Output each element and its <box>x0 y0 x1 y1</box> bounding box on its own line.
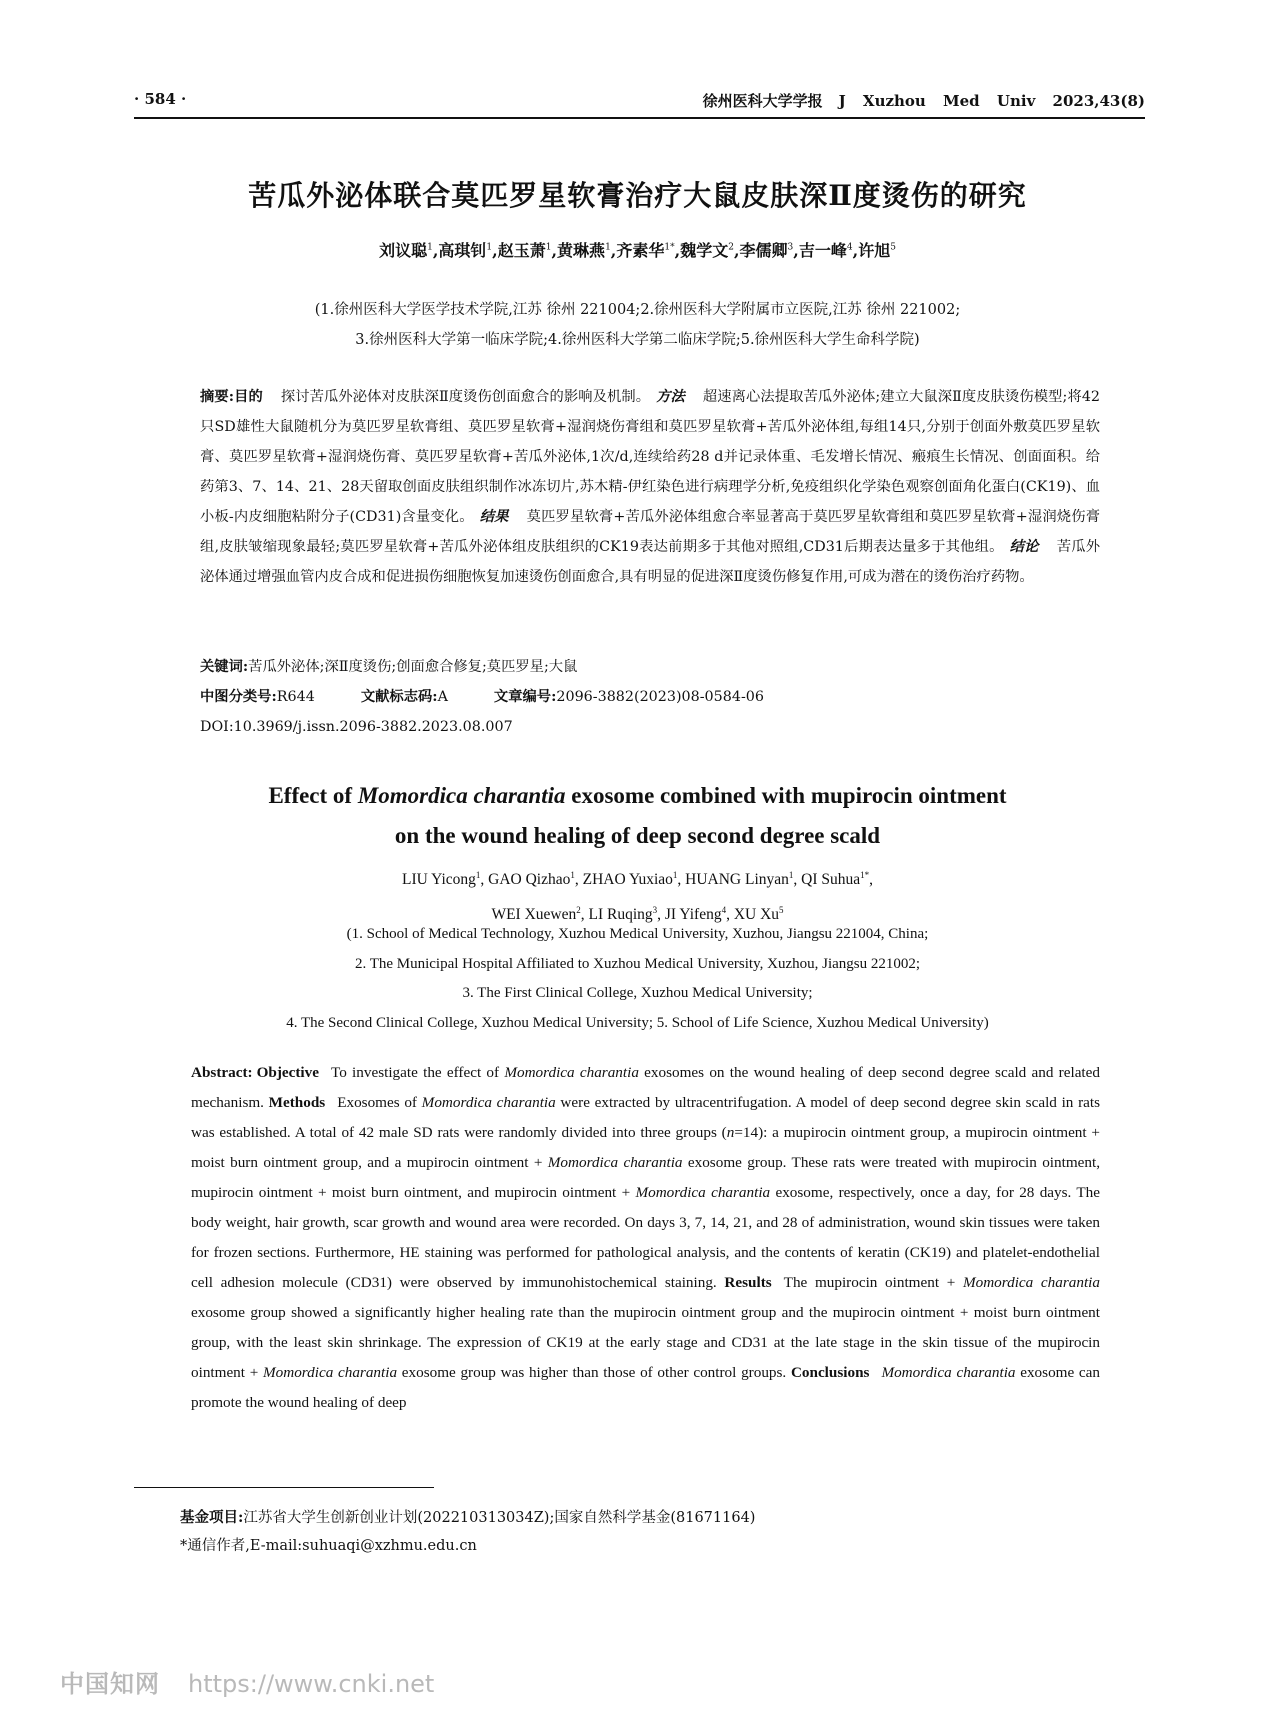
footnote-rule <box>134 1487 434 1488</box>
methods-en-text: exosome, respectively, once a day, for 28 days. The body weight, hair growth, scar growth and wound area were recorded. On days 3, 7, 14, 21, and 28 of administration, wound skin tissues were taken for frozen sections. Furthermore, HE staining was performed for pathological analysis, and the contents of keratin (CK19) and platelet-endothelial cell adhesion molecule (CD31) were observed by immunohistochemical staining. <box>191 1184 1100 1291</box>
author-name: 齐素华 <box>616 241 665 260</box>
results-en-text: exosome group was higher than those of other control groups. <box>397 1364 787 1381</box>
methods-en-text: were extracted by ultracentrifugation. A model of deep second degree skin scald in rats was established. A total of 42 male SD rats were randomly divided into three groups ( <box>191 1094 1101 1141</box>
results-en-label: Results <box>724 1274 772 1291</box>
author-name: GAO Qizhao <box>488 871 571 889</box>
author-name: 李儒卿 <box>739 241 788 260</box>
clc-label: 中图分类号: <box>200 689 277 705</box>
methods-en-text: =14): a mupirocin ointment group, a mupirocin ointment + moist burn ointment group, and a mupirocin ointment + <box>191 1124 1101 1171</box>
author-name: XU Xu <box>733 906 780 924</box>
keywords-cn <box>200 652 1100 682</box>
objective-cn-label: 目的 <box>234 389 263 405</box>
affiliation-cn-line: 3.徐州医科大学第一临床学院;4.徐州医科大学第二临床学院;5.徐州医科大学生命科学院) <box>355 332 920 348</box>
author-name: 吉一峰 <box>798 241 847 260</box>
authors-en-line: WEI Xuewen$^2$, LI Ruqing$^3$, JI Yifeng$^4$, XU Xu$^5$ <box>491 905 784 924</box>
species-name: Momordica charantia <box>547 1154 683 1171</box>
objective-en-text: exosomes on the wound healing of deep second degree scald and related mechanism. <box>191 1064 1100 1111</box>
running-header <box>134 86 1145 116</box>
cnki-url: https://www.cnki.net <box>188 1670 435 1698</box>
author-name: 许旭 <box>858 241 891 260</box>
author-name: ZHAO Yuxiao <box>582 871 673 889</box>
author-affiliation-mark: 4 <box>846 242 853 253</box>
correspondence-footnote: *通信作者,E-mail:suhuaqi@xzhmu.edu.cn <box>180 1538 477 1554</box>
abstract-cn <box>200 382 1100 592</box>
authors-cn: 刘议聪$^1$,高琪钊$^1$,赵玉萧$^1$,黄琳燕$^1$,齐素华$^{1*}$,魏学文$^2$,李儒卿$^3$,吉一峰$^4$,许旭$^5$ <box>379 241 896 260</box>
author-affiliation-mark: 1 <box>788 870 794 880</box>
abstract-cn-label: 摘要: <box>200 389 235 405</box>
affiliations-cn <box>150 295 1125 355</box>
author-affiliation-mark: 2 <box>576 905 581 916</box>
affiliation-cn-line: (1.徐州医科大学医学技术学院,江苏 徐州 221004;2.徐州医科大学附属市立医院,江苏 徐州 221002; <box>314 302 961 318</box>
objective-cn-text: 探讨苦瓜外泌体对皮肤深Ⅱ度烫伤创面愈合的影响及机制。 <box>280 389 651 405</box>
affiliation-en-line: 3. The First Clinical College, Xuzhou Medical University; <box>462 985 813 1001</box>
author-affiliation-mark: 1 <box>672 870 678 880</box>
abstract-en <box>191 1058 1100 1418</box>
author-affiliation-mark: 5 <box>779 905 784 916</box>
article-meta-cn <box>200 652 1100 742</box>
footnotes <box>180 1504 755 1560</box>
author-name: 魏学文 <box>680 241 729 260</box>
methods-cn-label: 方法 <box>656 389 685 405</box>
author-affiliation-mark: 1 <box>545 242 552 253</box>
cnki-logo: 中国知网 <box>60 1670 160 1698</box>
author-affiliation-mark: 1 <box>570 870 575 880</box>
keywords-cn-label: 关键词: <box>200 659 249 675</box>
species-name: Momordica charantia <box>635 1184 771 1201</box>
fund-footnote <box>180 1504 755 1532</box>
title-en-part: Effect of <box>268 783 358 808</box>
authors-en-line: LIU Yicong$^1$, GAO Qizhao$^1$, ZHAO Yuxiao$^1$, HUANG Linyan$^1$, QI Suhua$^{1*}$, <box>402 870 873 889</box>
author-affiliation-mark: 4 <box>721 905 727 916</box>
results-en-text: exosome group showed a significantly higher healing rate than the mupirocin ointment group and the mupirocin ointment + moist burn ointment group, with the least skin shrinkage. The expression of CK19 at the early stage and CD31 at the late stage in the skin tissue of the mupirocin ointment + <box>191 1304 1100 1381</box>
results-cn-label: 结果 <box>479 509 509 525</box>
page-number: · 584 · <box>134 90 187 108</box>
species-name: Momordica charantia <box>962 1274 1100 1291</box>
author-name: 黄琳燕 <box>557 241 606 260</box>
author-name: LIU Yicong <box>402 871 476 889</box>
objective-en-text: To investigate the effect of <box>331 1064 505 1081</box>
classification-line <box>200 682 1100 712</box>
author-affiliation-mark: 3 <box>652 905 658 916</box>
author-affiliation-mark: 1* <box>860 870 870 880</box>
conclusions-en-text: exosome can promote the wound healing of deep <box>191 1364 1100 1411</box>
title-en-species: Momordica charantia <box>357 783 566 808</box>
fund-label: 基金项目: <box>180 1509 244 1526</box>
species-name: Momordica charantia <box>262 1364 398 1381</box>
species-name: Momordica charantia <box>881 1364 1016 1381</box>
author-affiliation-mark: 1 <box>486 242 493 253</box>
author-name: 赵玉萧 <box>497 241 546 260</box>
results-cn-text: 莫匹罗星软膏+苦瓜外泌体组愈合率显著高于莫匹罗星软膏组和莫匹罗星软膏+湿润烧伤膏组,皮肤皱缩现象最轻;莫匹罗星软膏+苦瓜外泌体组皮肤组织的CK19表达前期多于其他对照组,CD31后期表达量多于其他组。 <box>200 509 1100 555</box>
author-name: 高琪钊 <box>438 241 487 260</box>
author-name: HUANG Linyan <box>685 871 789 889</box>
author-name: 刘议聪 <box>379 241 428 260</box>
author-name: LI Ruqing <box>588 906 653 924</box>
objective-en-label: Objective <box>256 1064 319 1081</box>
article-number-label: 文章编号: <box>493 689 557 705</box>
title-en-line-2: on the wound healing of deep second degree scald <box>394 823 881 848</box>
methods-en-text: Exosomes of <box>337 1094 422 1111</box>
header-rule <box>134 117 1145 119</box>
journal-citation <box>703 90 1145 111</box>
author-affiliation-mark: 1 <box>605 242 611 253</box>
keywords-cn-value: 苦瓜外泌体;深Ⅱ度烫伤;创面愈合修复;莫匹罗星;大鼠 <box>248 659 578 675</box>
journal-name-en: J Xuzhou Med Univ 2023,43(8) <box>838 92 1145 110</box>
author-affiliation-mark: 1* <box>664 242 675 253</box>
conclusions-cn-text: 苦瓜外泌体通过增强血管内皮合成和促进损伤细胞恢复加速烫伤创面愈合,具有明显的促进深Ⅱ度烫伤修复作用,可成为潜在的烫伤治疗药物。 <box>200 539 1100 585</box>
doc-code-value: A <box>437 689 448 705</box>
affiliation-en-line: 2. The Municipal Hospital Affiliated to Xuzhou Medical University, Xuzhou, Jiangsu 221002; <box>354 955 921 972</box>
author-name: JI Yifeng <box>664 906 722 924</box>
methods-cn-text: 超速离心法提取苦瓜外泌体;建立大鼠深Ⅱ度皮肤烫伤模型;将42只SD雄性大鼠随机分为莫匹罗星软膏组、莫匹罗星软膏+湿润烧伤膏组和莫匹罗星软膏+苦瓜外泌体组,每组14只,分别于创面外敷莫匹罗星软膏、莫匹罗星软膏+湿润烧伤膏、莫匹罗星软膏+苦瓜外泌体,1次/d,连续给药28 d并记录体重、毛发增长情况、瘢痕生长情况、创面面积。给药第3、7、14、21、28天留取创面皮肤组织制作冰冻切片,苏木精-伊红染色进行病理学分析,免疫组织化学染色观察创面角化蛋白(CK19)、血小板-内皮细胞粘附分子(CD31)含量变化。 <box>200 389 1101 525</box>
title-en <box>0 776 1275 856</box>
journal-name-cn: 徐州医科大学学报 <box>702 92 823 110</box>
conclusions-cn-label: 结论 <box>1009 539 1039 555</box>
author-affiliation-mark: 2 <box>728 242 734 253</box>
n-symbol: n <box>726 1124 735 1141</box>
author-affiliation-mark: 5 <box>890 242 896 253</box>
author-affiliation-mark: 3 <box>787 242 794 253</box>
methods-en-text: exosome group. These rats were treated with mupirocin ointment, mupirocin ointment + moist burn ointment, and mupirocin ointment + <box>191 1154 1100 1201</box>
title-en-part: exosome combined with mupirocin ointment <box>565 783 1007 808</box>
author-name: QI Suhua <box>801 871 861 889</box>
cnki-watermark <box>60 1664 434 1699</box>
doi: DOI:10.3969/j.issn.2096-3882.2023.08.007 <box>200 719 513 735</box>
affiliation-en-line: (1. School of Medical Technology, Xuzhou Medical University, Xuzhou, Jiangsu 221004, China; <box>346 926 929 942</box>
doc-code-label: 文献标志码: <box>360 689 438 705</box>
abstract-en-label: Abstract: <box>191 1064 253 1081</box>
clc-value: R644 <box>276 689 315 705</box>
affiliations-en <box>130 920 1145 1038</box>
fund-text: 江苏省大学生创新创业计划(202210313034Z);国家自然科学基金(81671164) <box>243 1510 756 1526</box>
author-affiliation-mark: 1 <box>475 870 481 880</box>
species-name: Momordica charantia <box>421 1094 556 1111</box>
results-en-text: The mupirocin ointment + <box>783 1274 963 1291</box>
article-number-value: 2096-3882(2023)08-0584-06 <box>556 689 764 705</box>
methods-en-label: Methods <box>268 1094 326 1111</box>
author-affiliation-mark: 1 <box>427 242 433 253</box>
title-en-line-1 <box>0 776 1275 816</box>
species-name: Momordica charantia <box>504 1064 639 1081</box>
affiliation-en-line: 4. The Second Clinical College, Xuzhou Medical University; 5. School of Life Science, Xuzhou Medical University) <box>286 1014 989 1031</box>
title-cn: 苦瓜外泌体联合莫匹罗星软膏治疗大鼠皮肤深Ⅱ度烫伤的研究 <box>248 179 1027 212</box>
author-name: WEI Xuewen <box>491 906 577 924</box>
conclusions-en-label: Conclusions <box>790 1364 870 1381</box>
